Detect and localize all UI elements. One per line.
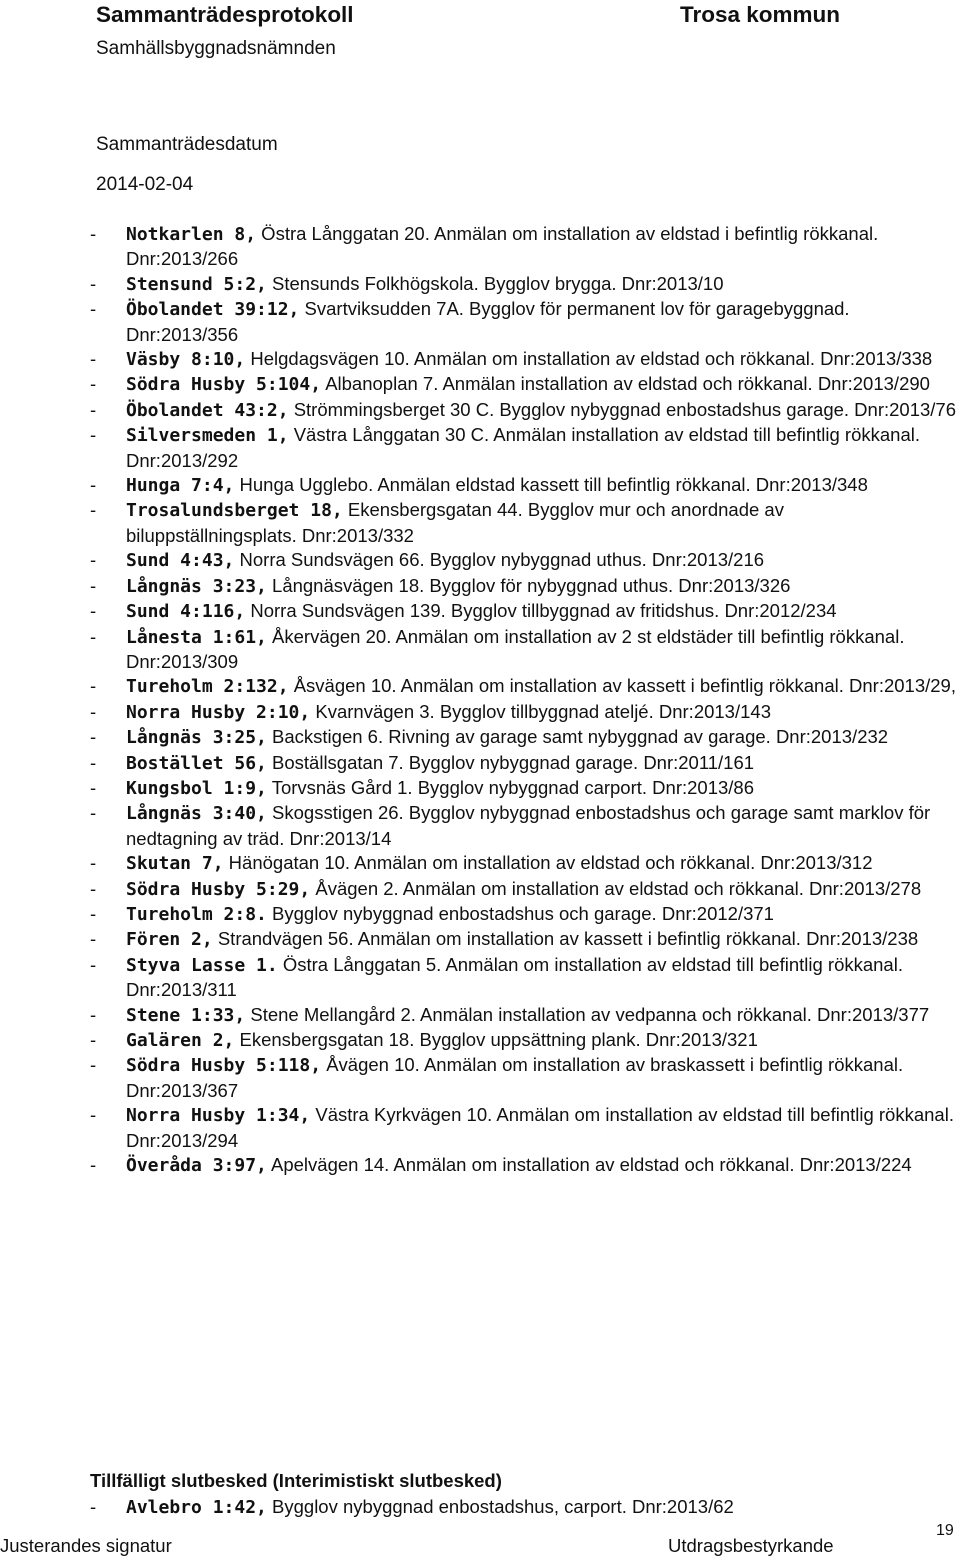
list-bullet: - [90,1104,97,1126]
list-item [90,473,958,498]
item-description: Stensunds Folkhögskola. Bygglov brygga. Dnr:2013/10 [266,272,724,294]
property-designation: Kungsbol 1:9, [126,777,267,799]
property-designation: Stensund 5:2, [126,273,267,295]
property-designation: Långnäs 3:40, [126,803,267,825]
municipality-name: Trosa kommun [680,2,841,27]
list-item [90,222,958,272]
list-bullet: - [90,1054,97,1076]
property-designation: Södra Husby 5:104, [126,374,322,396]
list-item [90,801,958,851]
item-description: Torvsnäs Gård 1. Bygglov nybyggnad carport. Dnr:2013/86 [266,776,754,798]
list-item [90,725,958,750]
list-item [90,877,958,902]
property-designation: Södra Husby 5:118, [126,1055,322,1077]
property-designation: Styva Lasse 1. [126,954,278,976]
property-designation: Trosalundsberget 18, [126,500,343,522]
list-bullet: - [90,675,97,697]
list-item [90,751,958,776]
property-designation: Avlebro 1:42, [126,1497,267,1518]
item-description: Ekensbergsgatan 44. Bygglov mur och anordnade av biluppställningsplats. Dnr:2013/332 [126,499,784,546]
property-designation: Norra Husby 1:34, [126,1105,311,1127]
list-bullet: - [90,726,97,748]
list-item [90,297,958,347]
list-bullet: - [90,424,97,446]
item-description: Svartviksudden 7A. Bygglov för permanent lov för garagebyggnad. Dnr:2013/356 [126,298,850,345]
list-item [90,851,958,876]
item-description: Strömmingsberget 30 C. Bygglov nybyggnad enbostadshus garage. Dnr:2013/76 [288,398,957,420]
list-bullet: - [90,474,97,496]
item-description: Östra Långgatan 5. Anmälan om installation av eldstad till befintlig rökkanal. Dnr:2013/311 [126,953,903,1001]
item-description: Västra Kyrkvägen 10. Anmälan om installation av eldstad till befintlig rökkanal. Dnr:2013/294 [126,1104,954,1151]
item-description: Åkervägen 20. Anmälan om installation av 2 st eldstäder till befintlig rökkanal. Dnr:2013/309 [126,625,905,672]
item-description: Hunga Ugglebo. Anmälan eldstad kassett till befintlig rökkanal. Dnr:2013/348 [234,474,868,496]
item-description: Apelvägen 14. Anmälan om installation av eldstad och rökkanal. Dnr:2013/224 [266,1154,912,1176]
list-bullet: - [90,298,97,320]
list-bullet: - [90,953,97,975]
meeting-date-value: 2014-02-04 [96,174,194,195]
list-bullet: - [90,600,97,622]
list-item [90,498,958,548]
list-item [90,1003,958,1028]
item-description: Långnäsvägen 18. Bygglov för nybyggnad uthus. Dnr:2013/326 [266,574,791,596]
list-item [90,927,958,952]
property-designation: Tureholm 2:8. [126,903,267,925]
property-designation: Notkarlen 8, [126,224,257,245]
list-bullet: - [90,1154,97,1176]
list-item [90,1103,958,1153]
property-designation: Stene 1:33, [126,1004,246,1026]
item-description: Helgdagsvägen 10. Anmälan om installation av eldstad och rökkanal. Dnr:2013/338 [245,348,933,370]
item-description: Åsvägen 10. Anmälan om installation av kassett i befintlig rökkanal. Dnr:2013/29, [288,675,956,697]
list-bullet: - [90,549,97,571]
list-item [90,1028,958,1053]
property-designation: Lånesta 1:61, [126,626,267,648]
property-designation: Silversmeden 1, [126,425,289,447]
property-designation: Öbolandet 39:12, [126,299,300,321]
list-bullet: - [90,1029,97,1050]
list-bullet: - [90,398,97,420]
list-bullet: - [90,574,97,596]
list-item [90,902,958,927]
list-bullet: - [90,802,97,824]
property-designation: Långnäs 3:25, [126,727,267,749]
item-description: Västra Långgatan 30 C. Anmälan installation av eldstad till befintlig rökkanal. Dnr:2013/292 [126,424,921,471]
property-designation: Skutan 7, [126,853,224,875]
list-bullet: - [90,852,97,874]
list-item [90,1053,958,1103]
item-description: Backstigen 6. Rivning av garage samt nybyggnad av garage. Dnr:2013/232 [266,726,889,748]
list-item [90,599,958,624]
list-bullet: - [90,373,97,395]
list-item [90,1495,958,1520]
property-designation: Galären 2, [126,1030,235,1051]
section-heading: Tillfälligt slutbesked (Interimistiskt slutbesked) [90,1470,502,1491]
item-description: Bygglov nybyggnad enbostadshus och garage. Dnr:2012/371 [266,902,774,924]
extract-certification-label: Utdragsbestyrkande [668,1535,834,1556]
list-bullet: - [90,902,97,924]
item-description: Östra Långgatan 20. Anmälan om installation av eldstad i befintlig rökkanal. Dnr:2013/266 [126,223,879,270]
permit-list [90,222,958,1178]
property-designation: Sund 4:43, [126,550,235,572]
property-designation: Öbolandet 43:2, [126,399,289,421]
list-bullet: - [90,1496,97,1517]
list-bullet: - [90,877,97,899]
item-description: Åvägen 10. Anmälan om installation av braskassett i befintlig rökkanal. Dnr:2013/367 [126,1054,904,1101]
list-item [90,372,958,397]
property-designation: Hunga 7:4, [126,475,235,497]
list-bullet: - [90,625,97,647]
item-description: Skogsstigen 26. Bygglov nybyggnad enbostadshus och garage samt marklov för nedtagning av träd. Dnr:2013/14 [126,802,931,849]
list-item [90,953,958,1003]
committee-name: Samhällsbyggnadsnämnden [96,38,336,59]
list-item [90,574,958,599]
list-item [90,1153,958,1178]
item-description: Boställsgatan 7. Bygglov nybyggnad garage. Dnr:2011/161 [266,751,755,773]
property-designation: Fören 2, [126,929,213,951]
item-description: Norra Sundsvägen 66. Bygglov nybyggnad uthus. Dnr:2013/216 [234,549,765,571]
property-designation: Överåda 3:97, [126,1155,267,1177]
item-description: Norra Sundsvägen 139. Bygglov tillbyggnad av fritidshus. Dnr:2012/234 [245,600,837,622]
list-bullet: - [90,223,97,244]
list-bullet: - [90,499,97,521]
item-description: Albanoplan 7. Anmälan installation av eldstad och rökkanal. Dnr:2013/290 [321,373,930,395]
list-bullet: - [90,1003,97,1025]
property-designation: Sund 4:116, [126,601,246,623]
list-item [90,272,958,297]
list-bullet: - [90,348,97,370]
property-designation: Långnäs 3:23, [126,575,267,597]
list-item [90,700,958,725]
property-designation: Väsby 8:10, [126,349,246,371]
list-item [90,674,958,699]
property-designation: Södra Husby 5:29, [126,878,311,900]
page-number: 19 [936,1522,954,1539]
item-description: Kvarnvägen 3. Bygglov tillbyggnad ateljé. Dnr:2013/143 [310,700,771,722]
property-designation: Norra Husby 2:10, [126,701,311,723]
meeting-date-label: Sammanträdesdatum [96,134,278,155]
document-title: Sammanträdesprotokoll [96,2,354,27]
item-description: Bygglov nybyggnad enbostadshus, carport. Dnr:2013/62 [266,1496,734,1517]
property-designation: Tureholm 2:132, [126,676,289,698]
list-item [90,776,958,801]
item-description: Hänögatan 10. Anmälan om installation av eldstad och rökkanal. Dnr:2013/312 [223,852,873,874]
property-designation: Bostället 56, [126,752,267,774]
signature-label: Justerandes signatur [0,1535,172,1556]
item-description: Strandvägen 56. Anmälan om installation av kassett i befintlig rökkanal. Dnr:2013/238 [212,928,919,950]
list-bullet: - [90,776,97,798]
list-item [90,398,958,423]
list-bullet: - [90,700,97,722]
list-item [90,548,958,573]
list-item [90,347,958,372]
item-description: Åvägen 2. Anmälan om installation av eldstad och rökkanal. Dnr:2013/278 [310,877,922,899]
item-description: Stene Mellangård 2. Anmälan installation av vedpanna och rökkanal. Dnr:2013/377 [245,1003,930,1025]
list-bullet: - [90,272,97,294]
list-item [90,625,958,675]
item-description: Ekensbergsgatan 18. Bygglov uppsättning plank. Dnr:2013/321 [234,1029,758,1050]
list-bullet: - [90,751,97,773]
list-bullet: - [90,928,97,950]
list-item [90,423,958,473]
final-permit-list [90,1495,958,1520]
